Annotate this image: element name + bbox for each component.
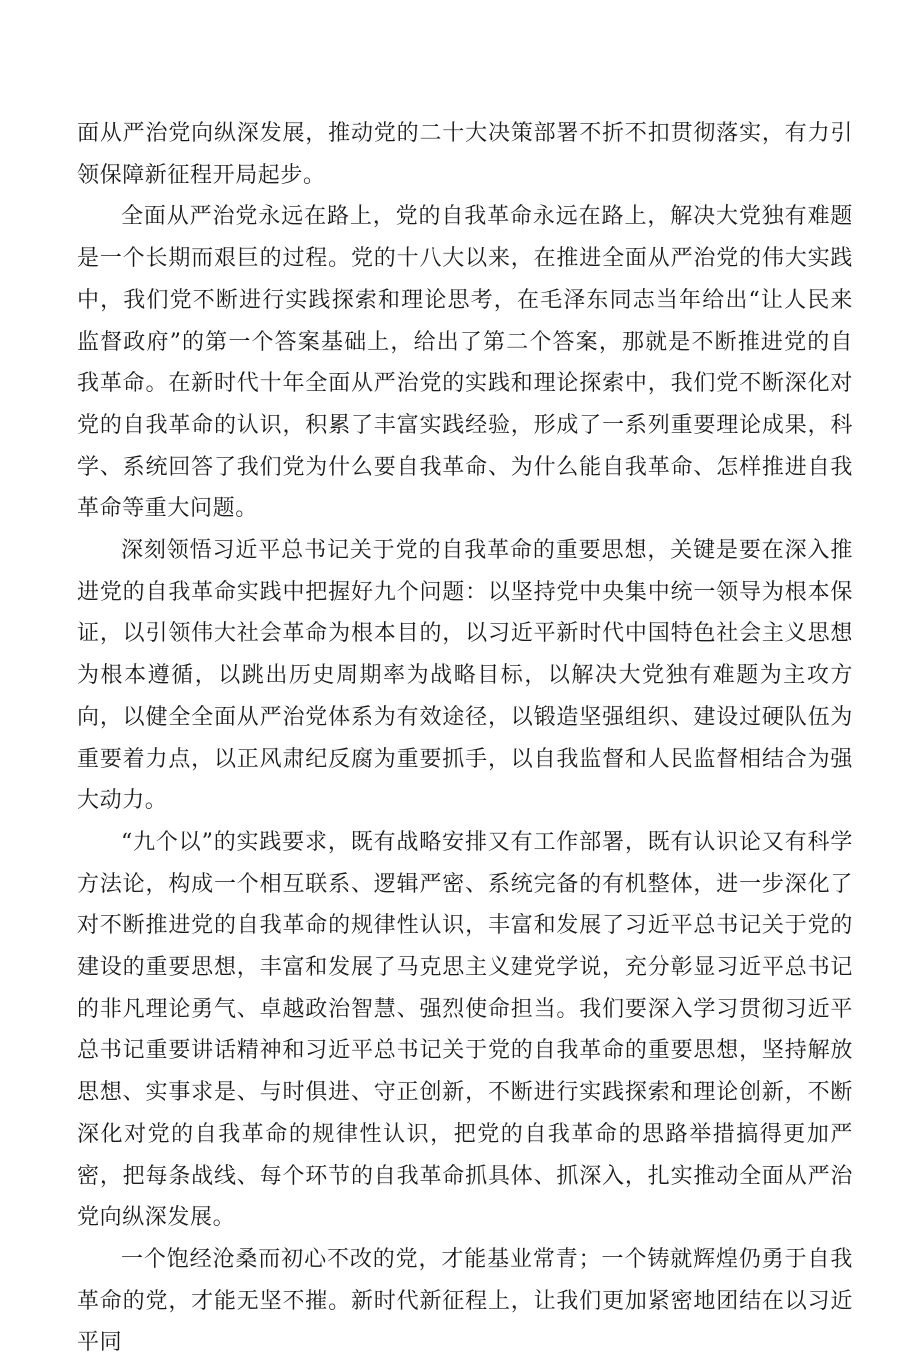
paragraph-4: “九个以”的实践要求，既有战略安排又有工作部署，既有认识论又有科学方法论，构成一个相互联系、逻辑严密、系统完备的有机整体，进一步深化了对不断推进党的自我革命的规律性认识，丰富和发展了习近平总书记关于党的建设的重要思想，丰富和发展了马克思主义建党学说，充分彰显习近平总书记的非凡理论勇气、卓越政治智慧、强烈使命担当。我们要深入学习贯彻习近平总书记重要讲话精神和习近平总书记关于党的自我革命的重要思想，坚持解放思想、实事求是、与时俱进、守正创新，不断进行实践探索和理论创新，不断深化对党的自我革命的规律性认识，把党的自我革命的思路举措搞得更加严密，把每条战线、每个环节的自我革命抓具体、抓深入，扎实推动全面从严治党向纵深发展。 (77, 829, 853, 1231)
document-body (77, 113, 853, 1364)
paragraph-3: 深刻领悟习近平总书记关于党的自我革命的重要思想，关键是要在深入推进党的自我革命实践中把握好九个问题：以坚持党中央集中统一领导为根本保证，以引领伟大社会革命为根本目的，以习近平新时代中国特色社会主义思想为根本遵循，以跳出历史周期率为战略目标，以解决大党独有难题为主攻方向，以健全全面从严治党体系为有效途径，以锻造坚强组织、建设过硬队伍为重要着力点，以正风肃纪反腐为重要抓手，以自我监督和人民监督相结合为强大动力。 (77, 538, 853, 814)
paragraph-1: 面从严治党向纵深发展，推动党的二十大决策部署不折不扣贯彻落实，有力引领保障新征程开局起步。 (77, 121, 853, 188)
paragraph-2: 全面从严治党永远在路上，党的自我革命永远在路上，解决大党独有难题是一个长期而艰巨的过程。党的十八大以来，在推进全面从严治党的伟大实践中，我们党不断进行实践探索和理论思考，在毛泽东同志当年给出“让人民来监督政府”的第一个答案基础上，给出了第二个答案，那就是不断推进党的自我革命。在新时代十年全面从严治党的实践和理论探索中，我们党不断深化对党的自我革命的认识，积累了丰富实践经验，形成了一系列重要理论成果，科学、系统回答了我们党为什么要自我革命、为什么能自我革命、怎样推进自我革命等重大问题。 (77, 204, 853, 522)
paragraph-5: 一个饱经沧桑而初心不改的党，才能基业常青；一个铸就辉煌仍勇于自我革命的党，才能无坚不摧。新时代新征程上，让我们更加紧密地团结在以习近平同 (77, 1246, 853, 1356)
